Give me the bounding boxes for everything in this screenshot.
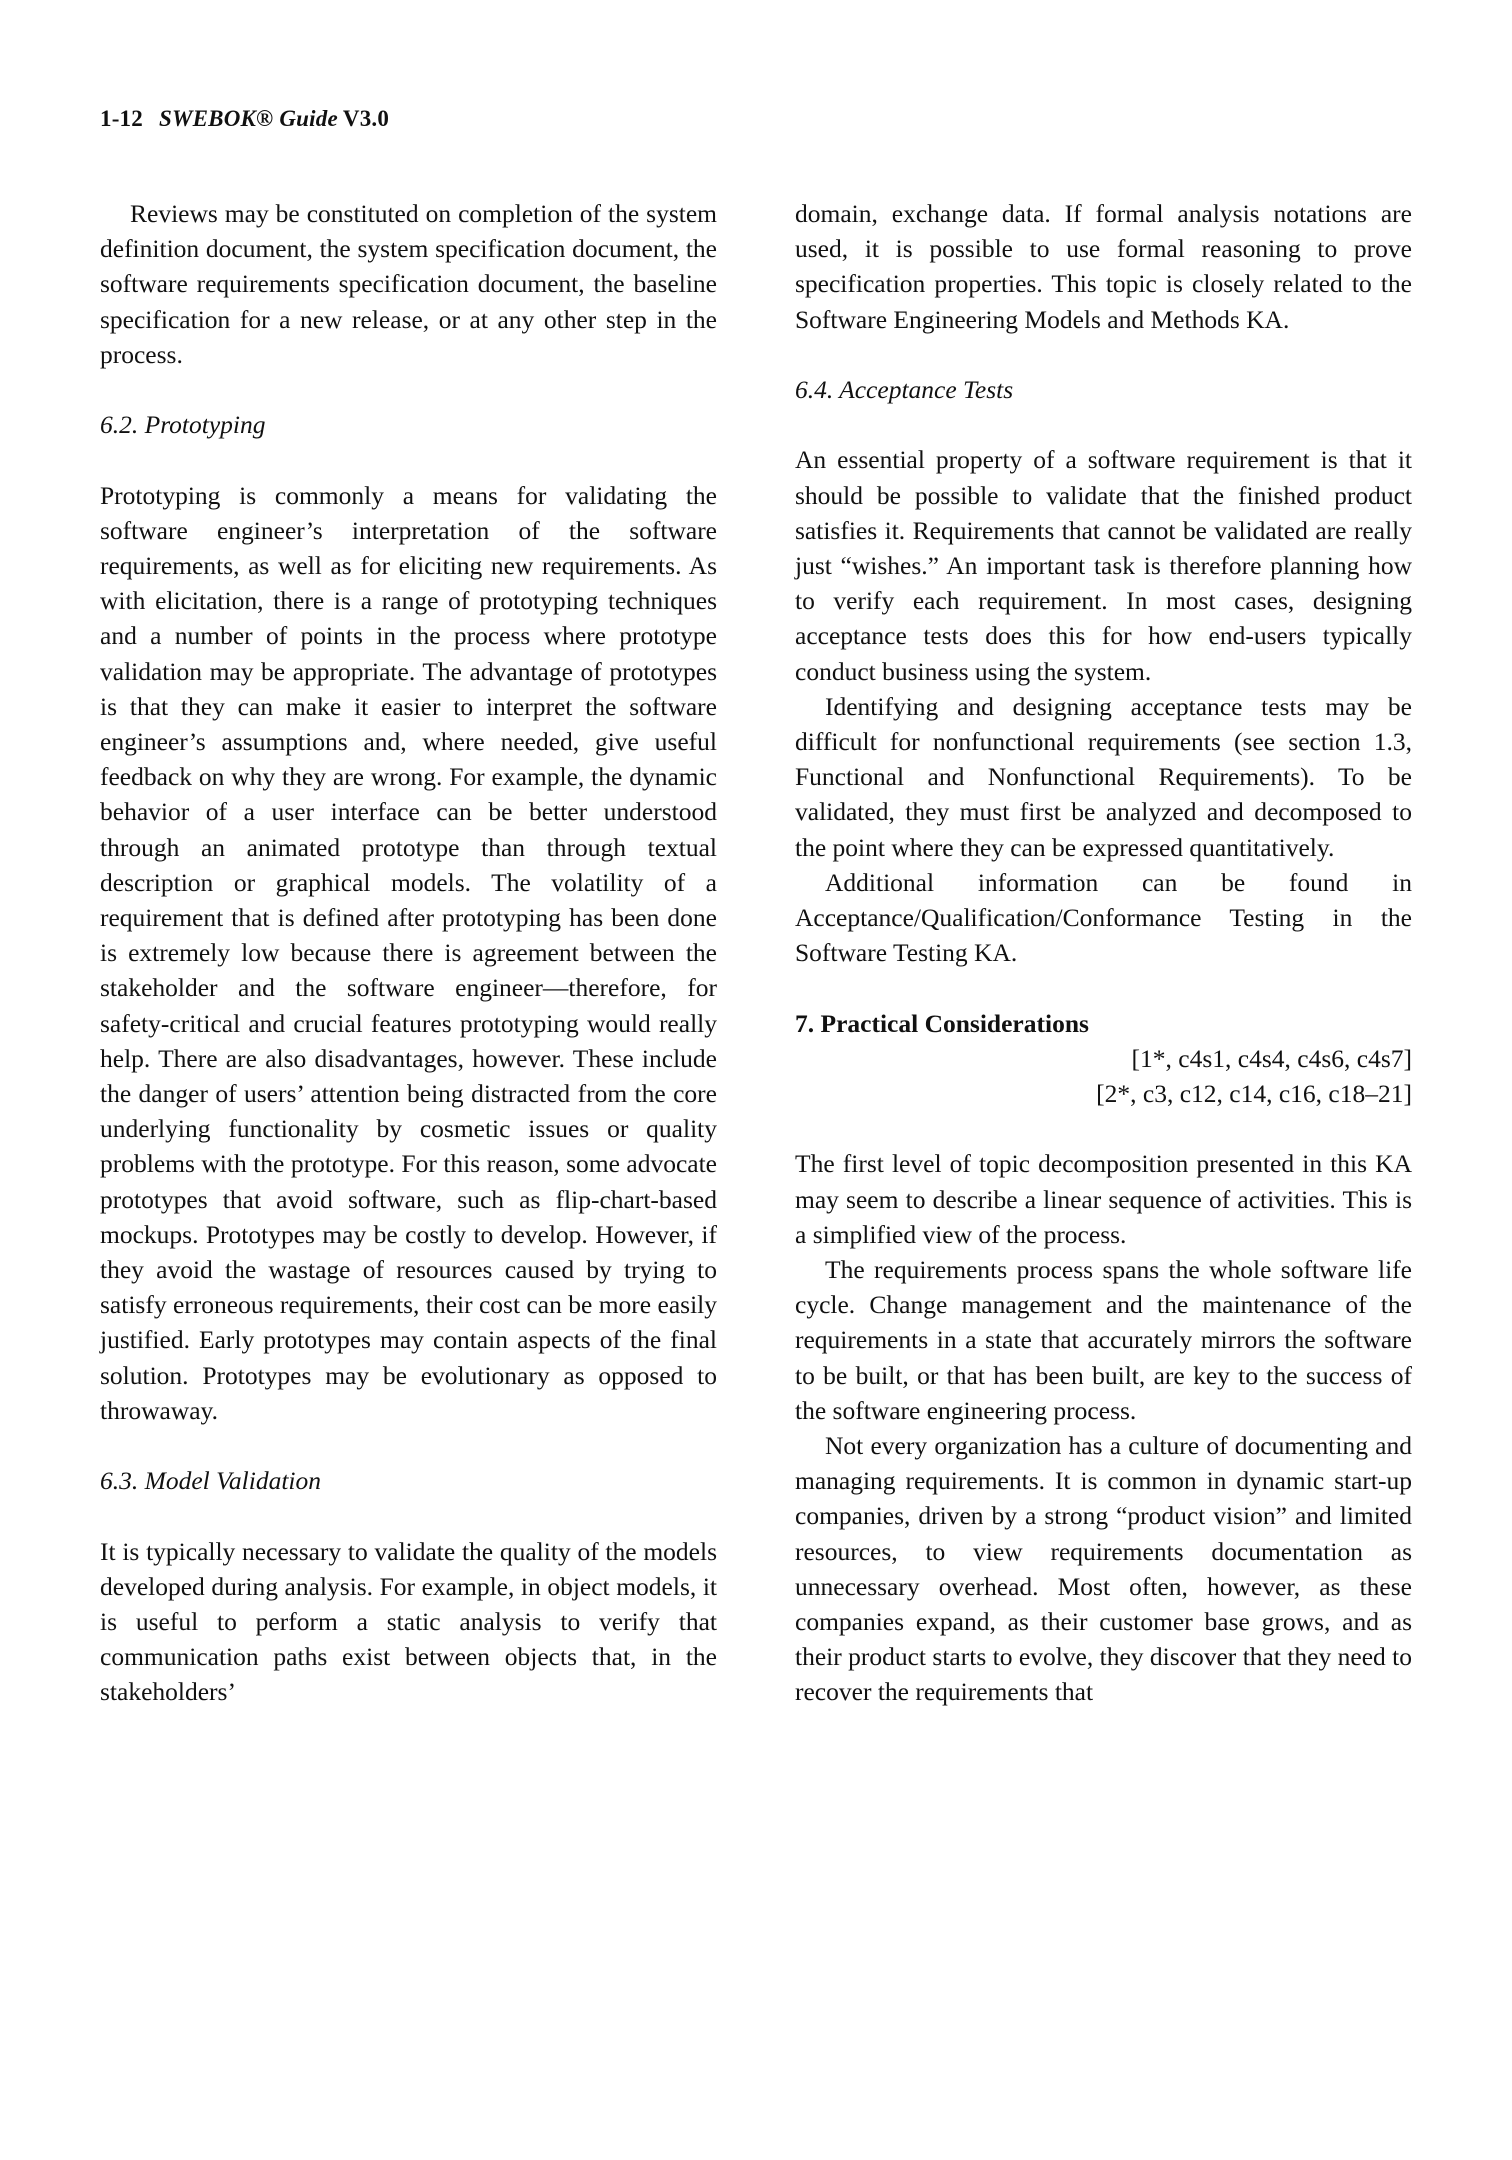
heading-7-practical-considerations: 7. Practical Considerations: [795, 1008, 1089, 1038]
spacer: [100, 442, 717, 477]
heading-6-2-prototyping: 6.2. Prototyping: [100, 410, 266, 440]
left-column: [100, 196, 717, 2016]
spacer: [795, 337, 1412, 372]
paragraph-identifying-designing: Identifying and designing acceptance tests may be difficult for nonfunctional requirements (see section 1.3, Functional and Nonfunctional Requirements). To be validated, they must first be analyzed and decomposed to the point where they can be expressed quantitatively.: [795, 691, 1412, 862]
paragraph-domain-exchange: domain, exchange data. If formal analysis notations are used, it is possible to use formal reasoning to prove specification properties. This topic is closely related to the Software Engineering Models and Methods KA.: [795, 199, 1412, 334]
heading-6-3-model-validation: 6.3. Model Validation: [100, 1466, 321, 1496]
spacer: [100, 1498, 717, 1533]
spacer: [795, 1111, 1412, 1146]
page-folio: 1-12: [100, 106, 143, 131]
spacer: [100, 1428, 717, 1463]
right-column: [795, 196, 1412, 2016]
citation-line-2: [2*, c3, c12, c14, c16, c18–21]: [1096, 1079, 1412, 1109]
two-column-body: [100, 196, 1412, 2016]
spacer: [795, 407, 1412, 442]
paragraph-requirements-process: The requirements process spans the whole software life cycle. Change management and the maintenance of the requirements in a state that accurately mirrors the software to be built, or that has been built, are key to the success of the software engineering process.: [795, 1255, 1412, 1425]
citation-line-1: [1*, c4s1, c4s4, c4s6, c4s7]: [1131, 1043, 1412, 1073]
paragraph-reviews: Reviews may be constituted on completion of the system definition document, the system specification document, the software requirements specification document, the baseline specification for a new release, or at any other step in the process.: [100, 199, 717, 369]
guide-title: SWEBOK® Guide: [158, 106, 338, 131]
paragraph-not-every-organization: Not every organization has a culture of documenting and managing requirements. It is common in dynamic start-up companies, driven by a strong “product vision” and limited resources, to view requirements documentation as unnecessary overhead. Most often, however, as these companies expand, as their customer base grows, and as their product starts to evolve, they discover that they need to recover the requirements that: [795, 1431, 1412, 1707]
paragraph-first-level-topic: The first level of topic decomposition presented in this KA may seem to describe a linear sequence of activities. This is a simplified view of the process.: [795, 1149, 1412, 1249]
guide-version: V3.0: [342, 106, 390, 131]
paragraph-model-validation: It is typically necessary to validate the quality of the models developed during analysis. For example, in object models, it is useful to perform a static analysis to verify that communication paths exist between objects that, in the stakeholders’: [100, 1536, 717, 1707]
paragraph-essential-property: An essential property of a software requirement is that it should be possible to validate that the finished product satisfies it. Requirements that cannot be validated are really just “wishes.” An important task is therefore planning how to verify each requirement. In most cases, designing acceptance tests does this for how end-users typically conduct business using the system.: [795, 445, 1412, 686]
heading-6-4-acceptance-tests: 6.4. Acceptance Tests: [795, 375, 1014, 404]
spacer: [795, 970, 1412, 1005]
spacer: [100, 372, 717, 407]
running-head: [100, 106, 389, 132]
paragraph-additional-information: Additional information can be found in Acceptance/Qualification/Conformance Testing in the Software Testing KA.: [795, 867, 1412, 968]
paragraph-prototyping: Prototyping is commonly a means for validating the software engineer’s interpretation of the software requirements, as well as for eliciting new requirements. As with elicitation, there is a range of prototyping techniques and a number of points in the process where prototype validation may be appropriate. The advantage of prototypes is that they can make it easier to interpret the software engineer’s assumptions and, where needed, give useful feedback on why they are wrong. For example, the dynamic behavior of a user interface can be better understood through an animated prototype than through textual description or graphical models. The volatility of a requirement that is defined after prototyping has been done is extremely low because there is agreement between the stakeholder and the software engineer—therefore, for safety-critical and crucial features prototyping would really help. There are also disadvantages, however. These include the danger of users’ attention being distracted from the core underlying functionality by cosmetic issues or quality problems with the prototype. For this reason, some advocate prototypes that avoid software, such as flip-chart-based mockups. Prototypes may be costly to develop. However, if they avoid the wastage of resources caused by trying to satisfy erroneous requirements, their cost can be more easily justified. Early prototypes may contain aspects of the final solution. Prototypes may be evolutionary as opposed to throwaway.: [100, 480, 717, 1425]
